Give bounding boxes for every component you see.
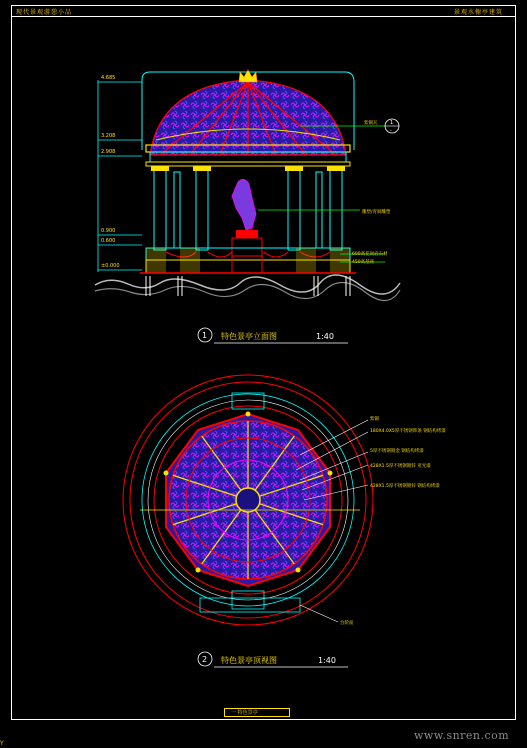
- roof-center: [236, 488, 260, 512]
- ground-hatch: [95, 275, 400, 301]
- level-2908: 2.908: [101, 149, 116, 155]
- plan-label-2: 5厚不锈钢镀金 钢结构烤漆: [370, 449, 424, 454]
- section-marker-sub: -: [390, 128, 392, 134]
- level-labels: [101, 75, 120, 269]
- elevation-view: [95, 70, 400, 301]
- plan-caption-scale: 1:40: [318, 656, 336, 665]
- elevation-caption-title: 特色景亭立面图: [221, 332, 277, 341]
- plan-caption: [198, 652, 348, 667]
- header-right-title: 景观水榭亭建筑: [453, 9, 503, 16]
- footer-box-text: 一 特色景亭: [231, 710, 258, 716]
- roof-label: 紫铜瓦: [364, 121, 378, 126]
- plan-label-step: 台阶面: [340, 621, 354, 626]
- elevation-caption-scale: 1:40: [316, 332, 334, 341]
- plan-labels: [340, 415, 446, 626]
- statue-label: 雕塑/青铜雕塑: [362, 210, 391, 215]
- header-left-title: 现代景观游憩小品: [16, 9, 73, 16]
- statue: [232, 179, 262, 256]
- plan-label-4: 428X1.5厚不锈钢镀锌 钢结构烤漆: [370, 484, 440, 489]
- plan-caption-title: 特色景亭顶视图: [221, 656, 277, 665]
- plan-label-3: 428X1.5厚不锈钢镀锌 亚光漆: [370, 464, 431, 469]
- level-0900: 0.900: [101, 228, 116, 234]
- elevation-caption-num: 1: [202, 331, 208, 340]
- level-0600: 0.600: [101, 238, 116, 244]
- base-label-2: 450高基座: [352, 260, 375, 265]
- plan-label-0: 紫铜: [370, 417, 379, 422]
- column-capitals: [151, 166, 345, 171]
- plan-caption-num: 2: [202, 655, 208, 664]
- plan-label-1: 180X4.0X5厚不锈钢饰条 钢结构烤漆: [370, 429, 446, 434]
- plan-view: [123, 375, 446, 626]
- section-marker-num: 1: [390, 120, 394, 126]
- level-3208: 3.208: [101, 133, 116, 139]
- elevation-caption: [198, 328, 348, 343]
- cornice-bottom: [146, 162, 350, 166]
- level-0000: ±0.000: [101, 263, 120, 269]
- pavilion-base: [140, 248, 356, 273]
- corner-mark: Y: [0, 740, 4, 747]
- level-4685: 4.685: [101, 75, 116, 81]
- watermark: www.snren.com: [414, 729, 510, 742]
- base-label-1: 600高花岗岩石材: [352, 252, 388, 257]
